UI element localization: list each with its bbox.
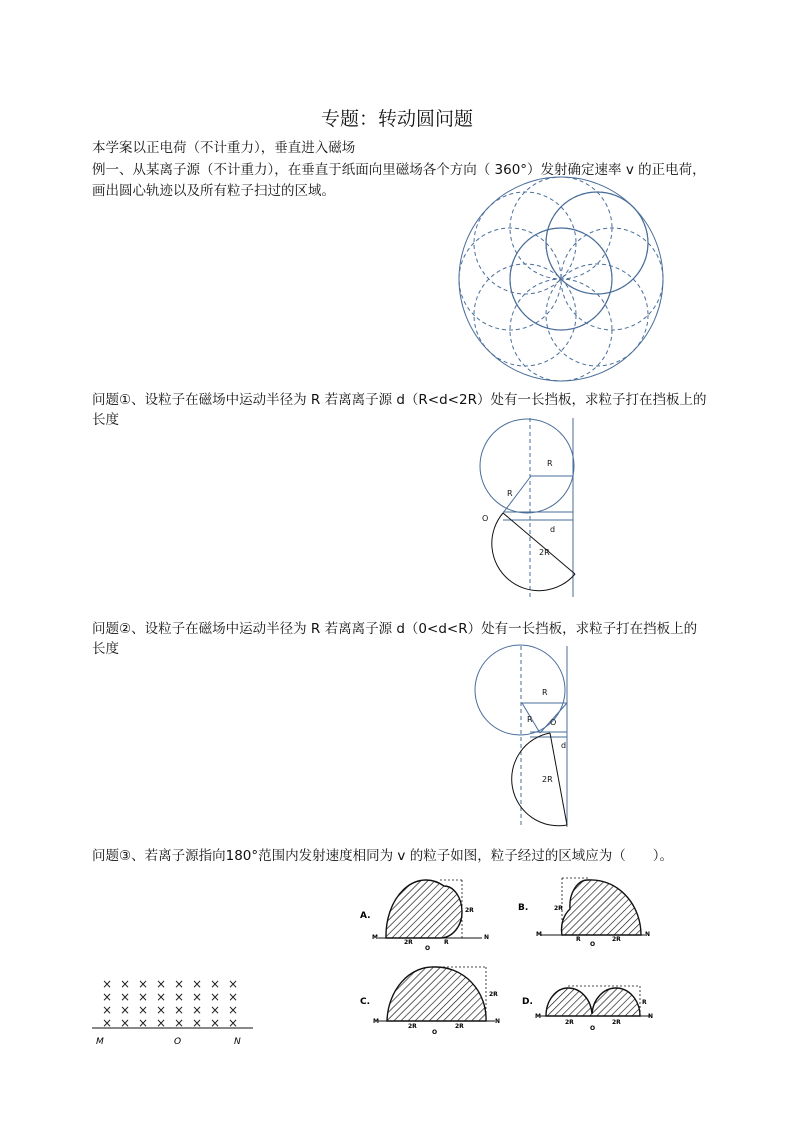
option-d-M: M — [535, 1013, 541, 1020]
field-cross-mark: × — [192, 990, 203, 1004]
option-b-M: M — [536, 931, 542, 938]
option-a-side: 2R — [465, 907, 474, 914]
option-d[interactable] — [522, 986, 653, 1032]
field-cross-mark: × — [120, 990, 131, 1004]
option-d-O: O — [590, 1025, 596, 1032]
option-a-left: 2R — [404, 939, 413, 946]
option-c[interactable] — [360, 967, 500, 1036]
option-d-right: 2R — [612, 1019, 621, 1026]
field-cross-mark: × — [120, 977, 131, 991]
field-cross-mark: × — [210, 1003, 221, 1017]
option-c-label: C. — [360, 997, 371, 1007]
option-c-O: O — [432, 1029, 438, 1036]
field-cross-mark: × — [192, 1016, 203, 1030]
option-b-side: 2R — [554, 905, 563, 912]
field-cross-mark: × — [174, 977, 185, 991]
field-label-M: M — [96, 1037, 104, 1047]
option-d-label: D. — [522, 997, 533, 1007]
question3-line1: 问题③、若离子源指向180°范围内发射速度相同为 v 的粒子如图，粒子经过的区域应为（ ）。 — [92, 848, 673, 864]
option-a[interactable] — [360, 880, 489, 952]
field-cross-mark: × — [210, 990, 221, 1004]
field-cross-mark: × — [228, 990, 239, 1004]
intro-text: 本学案以正电荷（不计重力），垂直进入磁场 — [92, 140, 356, 156]
field-cross-mark: × — [102, 1016, 113, 1030]
example-text-line2: 画出圆心轨迹以及所有粒子扫过的区域。 — [92, 183, 335, 199]
magnetic-field-figure — [90, 970, 260, 1050]
field-cross-mark: × — [210, 1016, 221, 1030]
options-figure — [345, 870, 665, 1040]
fig1-label-2R: 2R — [539, 548, 550, 557]
field-cross-mark: × — [138, 977, 149, 991]
fig2-label-d: d — [561, 741, 567, 750]
option-b[interactable] — [518, 878, 650, 948]
field-cross-mark: × — [102, 1003, 113, 1017]
field-cross-mark: × — [102, 990, 113, 1004]
field-label-N: N — [234, 1037, 241, 1047]
question2-line2: 长度 — [92, 641, 119, 657]
question2-figure — [470, 643, 580, 830]
field-cross-mark: × — [156, 990, 167, 1004]
question1-line1: 问题①、设粒子在磁场中运动半径为 R 若离离子源 d（R<d<2R）处有一长挡板，求粒子打在挡板上的 — [92, 392, 707, 408]
field-cross-mark: × — [192, 977, 203, 991]
field-cross-mark: × — [138, 1016, 149, 1030]
page-title: 专题：转动圆问题 — [320, 108, 473, 130]
field-cross-mark: × — [228, 1003, 239, 1017]
fig1-label-R-mid: R — [507, 489, 513, 498]
option-b-O: O — [590, 941, 596, 948]
question1-line2: 长度 — [92, 412, 119, 428]
option-b-left: R — [576, 936, 581, 943]
field-cross-mark: × — [120, 1016, 131, 1030]
option-c-N: N — [495, 1018, 501, 1025]
example-text-line1: 例一、从某离子源（不计重力），在垂直于纸面向里磁场各个方向（ 360°）发射确定速率 v 的正电荷， — [92, 162, 706, 178]
option-a-right: R — [444, 939, 449, 946]
field-cross-mark: × — [174, 1003, 185, 1017]
field-cross-mark: × — [120, 1003, 131, 1017]
fig1-label-O: O — [482, 514, 489, 523]
field-cross-mark: × — [228, 977, 239, 991]
option-a-label: A. — [360, 911, 371, 921]
option-d-left: 2R — [565, 1019, 574, 1026]
fig1-label-d: d — [550, 525, 556, 534]
field-cross-mark: × — [174, 990, 185, 1004]
question2-line1: 问题②、设粒子在磁场中运动半径为 R 若离离子源 d（0<d<R）处有一长挡板，求粒子打在挡板上的 — [92, 621, 698, 637]
option-c-side: 2R — [489, 991, 498, 998]
fig2-label-R-top: R — [542, 688, 548, 697]
question1-figure — [470, 415, 585, 600]
option-b-label: B. — [518, 903, 529, 913]
field-cross-mark: × — [138, 990, 149, 1004]
field-label-O: O — [174, 1037, 182, 1047]
option-b-right: 2R — [612, 936, 621, 943]
field-cross-mark: × — [156, 977, 167, 991]
rotating-circles-figure — [455, 185, 670, 380]
option-a-N: N — [484, 934, 490, 941]
field-cross-mark: × — [156, 1016, 167, 1030]
option-c-M: M — [373, 1018, 379, 1025]
option-a-M: M — [372, 934, 378, 941]
option-b-N: N — [645, 931, 651, 938]
option-a-O: O — [425, 945, 431, 952]
fig2-label-2R: 2R — [542, 775, 553, 784]
field-cross-mark: × — [156, 1003, 167, 1017]
fig1-label-R-top: R — [547, 459, 553, 468]
option-c-left: 2R — [408, 1023, 417, 1030]
field-cross-mark: × — [174, 1016, 185, 1030]
field-cross-mark: × — [102, 977, 113, 991]
fig2-label-O: O — [550, 718, 557, 727]
field-cross-mark: × — [138, 1003, 149, 1017]
field-cross-mark: × — [192, 1003, 203, 1017]
option-d-N: N — [648, 1013, 654, 1020]
fig2-label-R-mid: R — [527, 715, 533, 724]
field-cross-mark: × — [228, 1016, 239, 1030]
field-cross-mark: × — [210, 977, 221, 991]
option-d-side: R — [642, 999, 647, 1006]
option-c-right: 2R — [455, 1023, 464, 1030]
